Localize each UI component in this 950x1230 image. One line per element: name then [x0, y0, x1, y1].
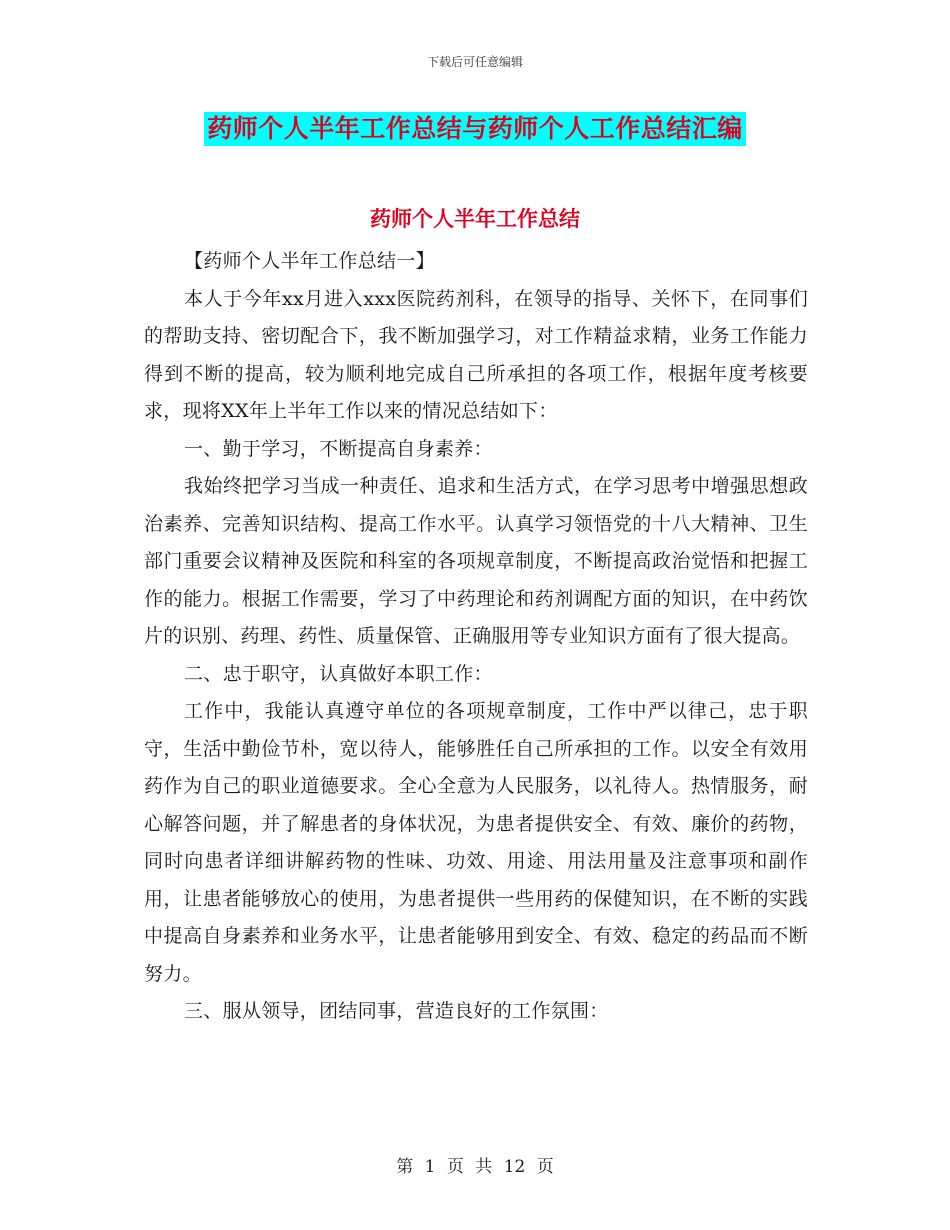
paragraph-heading-1: 一、勤于学习，不断提高自身素养： [184, 437, 493, 460]
document-title-container [0, 112, 950, 146]
paragraph-subheading: 【药师个人半年工作总结一】 [184, 250, 435, 272]
paragraph-heading-2: 二、忠于职守，认真做好本职工作： [184, 662, 493, 685]
paragraph-heading-3: 三、服从领导，团结同事，营造良好的工作氛围： [184, 1000, 609, 1022]
section-title: 药师个人半年工作总结 [370, 207, 580, 231]
document-title: 药师个人半年工作总结与药师个人工作总结汇编 [204, 112, 746, 146]
document-body [144, 243, 808, 1031]
paragraph-body-1: 我始终把学习当成一种责任、追求和生活方式，在学习思考中增强思想政治素养、完善知识结构、提高工作水平。认真学习领悟党的十八大精神、卫生部门重要会议精神及医院和科室的各项规章制度，不断提高政治觉悟和把握工作的能力。根据工作需要，学习了中药理论和药剂调配方面的知识，在中药饮片的识别、药理、药性、质量保管、正确服用等专业知识方面有了很大提高。 [144, 475, 808, 647]
paragraph-body-2: 工作中，我能认真遵守单位的各项规章制度，工作中严以律己，忠于职守，生活中勤俭节朴，宽以待人，能够胜任自己所承担的工作。以安全有效用药作为自己的职业道德要求。全心全意为人民服务，以礼待人。热情服务，耐心解答问题，并了解患者的身体状况，为患者提供安全、有效、廉价的药物，同时向患者详细讲解药物的性味、功效、用途、用法用量及注意事项和副作用，让患者能够放心的使用，为患者提供一些用药的保健知识，在不断的实践中提高自身素养和业务水平，让患者能够用到安全、有效、稳定的药品而不断努力。 [144, 700, 808, 985]
paragraph-intro: 本人于今年xx月进入xxx医院药剂科，在领导的指导、关怀下，在同事们的帮助支持、密切配合下，我不断加强学习，对工作精益求精，业务工作能力得到不断的提高，较为顺利地完成自己所承担的各项工作，根据年度考核要求，现将XX年上半年工作以来的情况总结如下： [144, 287, 808, 422]
page-header-note: 下载后可任意编辑 [426, 55, 523, 69]
page-number-footer: 第 1 页 共 12 页 [396, 1157, 554, 1177]
